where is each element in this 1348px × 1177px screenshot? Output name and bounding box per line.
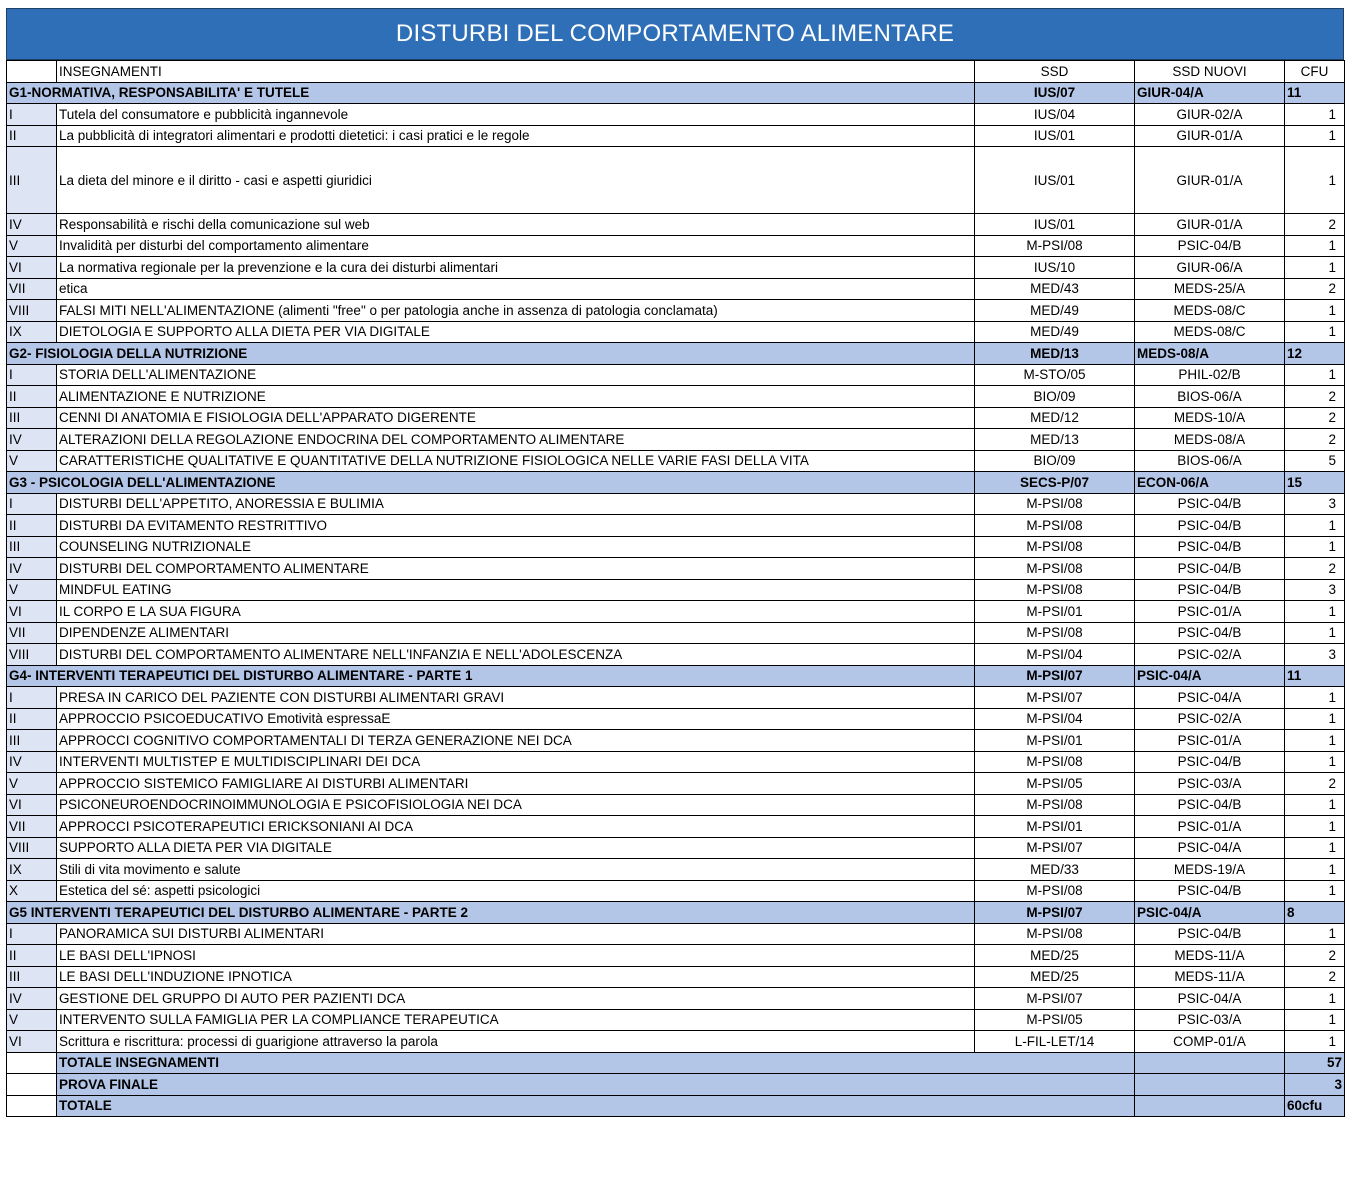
course-row — [7, 407, 1345, 429]
course-name: IL CORPO E LA SUA FIGURA — [57, 601, 975, 623]
course-cfu: 2 — [1285, 773, 1345, 795]
course-number: V — [7, 1009, 57, 1031]
course-row — [7, 923, 1345, 945]
course-ssd-new: PSIC-04/B — [1135, 751, 1285, 773]
course-row — [7, 730, 1345, 752]
course-ssd: MED/49 — [975, 300, 1135, 322]
course-name: SUPPORTO ALLA DIETA PER VIA DIGITALE — [57, 837, 975, 859]
course-ssd-new: PSIC-02/A — [1135, 644, 1285, 666]
course-number: I — [7, 923, 57, 945]
course-name: La normativa regionale per la prevenzione e la cura dei disturbi alimentari — [57, 257, 975, 279]
group-ssd-new: PSIC-04/A — [1135, 902, 1285, 924]
course-ssd: M-PSI/07 — [975, 837, 1135, 859]
group-title: G4- INTERVENTI TERAPEUTICI DEL DISTURBO ALIMENTARE - PARTE 1 — [7, 665, 975, 687]
course-ssd: BIO/09 — [975, 386, 1135, 408]
course-name: CARATTERISTICHE QUALITATIVE E QUANTITATIVE DELLA NUTRIZIONE FISIOLOGICA NELLE VARIE FASI DELLA VITA — [57, 450, 975, 472]
course-ssd-new: PSIC-04/B — [1135, 579, 1285, 601]
group-ssd-new: PSIC-04/A — [1135, 665, 1285, 687]
course-cfu: 2 — [1285, 966, 1345, 988]
header-cfu: CFU — [1285, 61, 1345, 83]
course-row — [7, 794, 1345, 816]
course-ssd-new: PHIL-02/B — [1135, 364, 1285, 386]
course-row — [7, 1031, 1345, 1053]
course-ssd-new: PSIC-01/A — [1135, 730, 1285, 752]
course-name: DISTURBI DA EVITAMENTO RESTRITTIVO — [57, 515, 975, 537]
course-ssd: M-PSI/08 — [975, 493, 1135, 515]
course-number: V — [7, 450, 57, 472]
course-number: IV — [7, 988, 57, 1010]
course-row — [7, 880, 1345, 902]
course-row — [7, 859, 1345, 881]
course-number: VI — [7, 794, 57, 816]
course-number: VIII — [7, 837, 57, 859]
course-ssd: M-STO/05 — [975, 364, 1135, 386]
group-cfu: 11 — [1285, 82, 1345, 104]
course-ssd: BIO/09 — [975, 450, 1135, 472]
course-row — [7, 300, 1345, 322]
course-name: Estetica del sé: aspetti psicologici — [57, 880, 975, 902]
course-ssd-new: COMP-01/A — [1135, 1031, 1285, 1053]
total-row — [7, 1052, 1345, 1074]
total-label: TOTALE INSEGNAMENTI — [57, 1052, 1135, 1074]
course-ssd: M-PSI/08 — [975, 794, 1135, 816]
course-name: STORIA DELL'ALIMENTAZIONE — [57, 364, 975, 386]
course-ssd-new: PSIC-04/B — [1135, 558, 1285, 580]
course-ssd: M-PSI/05 — [975, 1009, 1135, 1031]
course-name: MINDFUL EATING — [57, 579, 975, 601]
course-cfu: 2 — [1285, 214, 1345, 236]
course-row — [7, 773, 1345, 795]
course-name: APPROCCI PSICOTERAPEUTICI ERICKSONIANI AI DCA — [57, 816, 975, 838]
course-cfu: 1 — [1285, 622, 1345, 644]
course-number: VI — [7, 601, 57, 623]
course-ssd: M-PSI/08 — [975, 923, 1135, 945]
course-cfu: 1 — [1285, 988, 1345, 1010]
course-ssd-new: MEDS-08/C — [1135, 321, 1285, 343]
group-ssd: M-PSI/07 — [975, 902, 1135, 924]
course-cfu: 3 — [1285, 644, 1345, 666]
header-insegnamenti: INSEGNAMENTI — [57, 61, 975, 83]
course-cfu: 1 — [1285, 364, 1345, 386]
course-ssd-new: PSIC-02/A — [1135, 708, 1285, 730]
course-row — [7, 751, 1345, 773]
course-row — [7, 622, 1345, 644]
course-cfu: 3 — [1285, 493, 1345, 515]
course-cfu: 1 — [1285, 147, 1345, 214]
curriculum-sheet — [6, 8, 1344, 1117]
course-cfu: 1 — [1285, 601, 1345, 623]
group-cfu: 11 — [1285, 665, 1345, 687]
group-ssd: MED/13 — [975, 343, 1135, 365]
course-cfu: 2 — [1285, 558, 1345, 580]
course-name: PANORAMICA SUI DISTURBI ALIMENTARI — [57, 923, 975, 945]
course-row — [7, 966, 1345, 988]
course-cfu: 1 — [1285, 687, 1345, 709]
course-cfu: 1 — [1285, 816, 1345, 838]
course-cfu: 1 — [1285, 730, 1345, 752]
course-ssd: M-PSI/01 — [975, 730, 1135, 752]
course-cfu: 1 — [1285, 257, 1345, 279]
total-blank-cell — [7, 1095, 57, 1117]
course-cfu: 1 — [1285, 235, 1345, 257]
course-ssd: MED/12 — [975, 407, 1135, 429]
course-number: I — [7, 104, 57, 126]
total-label: PROVA FINALE — [57, 1074, 1135, 1096]
course-ssd: M-PSI/04 — [975, 644, 1135, 666]
course-number: III — [7, 536, 57, 558]
course-ssd-new: MEDS-08/C — [1135, 300, 1285, 322]
course-cfu: 1 — [1285, 1031, 1345, 1053]
course-ssd: M-PSI/08 — [975, 515, 1135, 537]
course-ssd: M-PSI/08 — [975, 235, 1135, 257]
course-number: VIII — [7, 644, 57, 666]
course-row — [7, 104, 1345, 126]
course-number: VI — [7, 257, 57, 279]
total-cfu: 57 — [1285, 1052, 1345, 1074]
course-ssd: M-PSI/08 — [975, 751, 1135, 773]
course-name: DIPENDENZE ALIMENTARI — [57, 622, 975, 644]
course-ssd-new: MEDS-25/A — [1135, 278, 1285, 300]
course-row — [7, 429, 1345, 451]
course-number: I — [7, 687, 57, 709]
course-cfu: 1 — [1285, 125, 1345, 147]
course-ssd: L-FIL-LET/14 — [975, 1031, 1135, 1053]
course-number: II — [7, 386, 57, 408]
course-ssd-new: GIUR-02/A — [1135, 104, 1285, 126]
course-ssd-new: GIUR-01/A — [1135, 214, 1285, 236]
course-ssd: IUS/01 — [975, 147, 1135, 214]
group-row — [7, 665, 1345, 687]
course-row — [7, 1009, 1345, 1031]
course-cfu: 1 — [1285, 536, 1345, 558]
course-name: APPROCCIO SISTEMICO FAMIGLIARE AI DISTURBI ALIMENTARI — [57, 773, 975, 795]
course-ssd-new: PSIC-04/B — [1135, 622, 1285, 644]
course-row — [7, 644, 1345, 666]
course-row — [7, 125, 1345, 147]
course-number: X — [7, 880, 57, 902]
course-name: INTERVENTI MULTISTEP E MULTIDISCIPLINARI DEI DCA — [57, 751, 975, 773]
course-cfu: 2 — [1285, 407, 1345, 429]
course-row — [7, 708, 1345, 730]
course-cfu: 1 — [1285, 751, 1345, 773]
course-name: DISTURBI DELL'APPETITO, ANORESSIA E BULIMIA — [57, 493, 975, 515]
total-cfu: 3 — [1285, 1074, 1345, 1096]
group-ssd-new: MEDS-08/A — [1135, 343, 1285, 365]
course-ssd: M-PSI/07 — [975, 687, 1135, 709]
group-ssd: SECS-P/07 — [975, 472, 1135, 494]
course-number: III — [7, 407, 57, 429]
course-ssd-new: PSIC-04/B — [1135, 235, 1285, 257]
course-cfu: 1 — [1285, 923, 1345, 945]
course-row — [7, 257, 1345, 279]
course-name: ALIMENTAZIONE E NUTRIZIONE — [57, 386, 975, 408]
course-cfu: 2 — [1285, 945, 1345, 967]
course-name: Scrittura e riscrittura: processi di guarigione attraverso la parola — [57, 1031, 975, 1053]
course-ssd: M-PSI/08 — [975, 880, 1135, 902]
course-ssd-new: PSIC-04/B — [1135, 536, 1285, 558]
course-ssd: IUS/01 — [975, 214, 1135, 236]
course-ssd-new: MEDS-08/A — [1135, 429, 1285, 451]
course-number: VII — [7, 278, 57, 300]
course-ssd-new: GIUR-06/A — [1135, 257, 1285, 279]
total-ssd-new-cell — [1135, 1052, 1285, 1074]
course-ssd: M-PSI/08 — [975, 558, 1135, 580]
course-name: Responsabilità e rischi della comunicazione sul web — [57, 214, 975, 236]
group-ssd: M-PSI/07 — [975, 665, 1135, 687]
course-ssd-new: PSIC-04/B — [1135, 515, 1285, 537]
course-ssd: M-PSI/08 — [975, 622, 1135, 644]
course-cfu: 1 — [1285, 837, 1345, 859]
course-row — [7, 816, 1345, 838]
group-row — [7, 472, 1345, 494]
course-name: INTERVENTO SULLA FAMIGLIA PER LA COMPLIANCE TERAPEUTICA — [57, 1009, 975, 1031]
header-ssd-nuovi: SSD NUOVI — [1135, 61, 1285, 83]
group-ssd-new: GIUR-04/A — [1135, 82, 1285, 104]
course-name: Tutela del consumatore e pubblicità ingannevole — [57, 104, 975, 126]
course-name: FALSI MITI NELL'ALIMENTAZIONE (alimenti "free" o per patologia anche in assenza di patologia conclamata) — [57, 300, 975, 322]
course-ssd-new: PSIC-04/A — [1135, 988, 1285, 1010]
course-row — [7, 386, 1345, 408]
course-number: II — [7, 515, 57, 537]
course-cfu: 1 — [1285, 794, 1345, 816]
course-number: VI — [7, 1031, 57, 1053]
course-name: DIETOLOGIA E SUPPORTO ALLA DIETA PER VIA DIGITALE — [57, 321, 975, 343]
course-ssd: M-PSI/01 — [975, 601, 1135, 623]
course-row — [7, 364, 1345, 386]
course-row — [7, 558, 1345, 580]
course-name: La pubblicità di integratori alimentari e prodotti dietetici: i casi pratici e le regole — [57, 125, 975, 147]
header-row — [7, 61, 1345, 83]
course-number: IV — [7, 429, 57, 451]
total-ssd-new-cell — [1135, 1074, 1285, 1096]
group-row — [7, 902, 1345, 924]
total-row — [7, 1095, 1345, 1117]
course-ssd-new: PSIC-04/B — [1135, 880, 1285, 902]
course-row — [7, 945, 1345, 967]
course-row — [7, 147, 1345, 214]
course-row — [7, 278, 1345, 300]
course-ssd-new: MEDS-11/A — [1135, 966, 1285, 988]
course-cfu: 1 — [1285, 880, 1345, 902]
group-row — [7, 82, 1345, 104]
total-label: TOTALE — [57, 1095, 1135, 1117]
course-ssd: M-PSI/08 — [975, 579, 1135, 601]
course-cfu: 1 — [1285, 104, 1345, 126]
course-number: I — [7, 493, 57, 515]
course-ssd: IUS/10 — [975, 257, 1135, 279]
course-name: CENNI DI ANATOMIA E FISIOLOGIA DELL'APPARATO DIGERENTE — [57, 407, 975, 429]
page-title: DISTURBI DEL COMPORTAMENTO ALIMENTARE — [6, 8, 1344, 60]
course-cfu: 5 — [1285, 450, 1345, 472]
course-ssd: MED/43 — [975, 278, 1135, 300]
course-row — [7, 837, 1345, 859]
total-blank-cell — [7, 1052, 57, 1074]
course-ssd: IUS/04 — [975, 104, 1135, 126]
course-ssd-new: PSIC-04/B — [1135, 923, 1285, 945]
course-row — [7, 235, 1345, 257]
course-row — [7, 450, 1345, 472]
course-row — [7, 988, 1345, 1010]
course-name: APPROCCIO PSICOEDUCATIVO Emotività espressaE — [57, 708, 975, 730]
course-number: VIII — [7, 300, 57, 322]
group-ssd: IUS/07 — [975, 82, 1135, 104]
course-cfu: 1 — [1285, 708, 1345, 730]
course-name: ALTERAZIONI DELLA REGOLAZIONE ENDOCRINA DEL COMPORTAMENTO ALIMENTARE — [57, 429, 975, 451]
course-ssd: M-PSI/04 — [975, 708, 1135, 730]
course-row — [7, 601, 1345, 623]
course-ssd-new: PSIC-04/B — [1135, 493, 1285, 515]
course-ssd: MED/33 — [975, 859, 1135, 881]
course-number: V — [7, 579, 57, 601]
course-ssd: M-PSI/01 — [975, 816, 1135, 838]
course-number: V — [7, 773, 57, 795]
course-ssd-new: PSIC-01/A — [1135, 601, 1285, 623]
course-name: GESTIONE DEL GRUPPO DI AUTO PER PAZIENTI DCA — [57, 988, 975, 1010]
course-ssd-new: PSIC-03/A — [1135, 1009, 1285, 1031]
total-cfu: 60cfu — [1285, 1095, 1345, 1117]
course-ssd-new: BIOS-06/A — [1135, 450, 1285, 472]
course-ssd-new: BIOS-06/A — [1135, 386, 1285, 408]
course-cfu: 1 — [1285, 515, 1345, 537]
course-ssd: MED/13 — [975, 429, 1135, 451]
course-ssd-new: PSIC-04/A — [1135, 687, 1285, 709]
course-name: COUNSELING NUTRIZIONALE — [57, 536, 975, 558]
course-ssd-new: GIUR-01/A — [1135, 147, 1285, 214]
course-name: Stili di vita movimento e salute — [57, 859, 975, 881]
course-cfu: 2 — [1285, 278, 1345, 300]
course-ssd: M-PSI/08 — [975, 536, 1135, 558]
group-title: G5 INTERVENTI TERAPEUTICI DEL DISTURBO ALIMENTARE - PARTE 2 — [7, 902, 975, 924]
course-number: III — [7, 966, 57, 988]
group-title: G2- FISIOLOGIA DELLA NUTRIZIONE — [7, 343, 975, 365]
course-ssd-new: GIUR-01/A — [1135, 125, 1285, 147]
course-cfu: 2 — [1285, 429, 1345, 451]
course-ssd-new: PSIC-04/B — [1135, 794, 1285, 816]
course-row — [7, 536, 1345, 558]
course-cfu: 1 — [1285, 859, 1345, 881]
course-row — [7, 214, 1345, 236]
course-number: IV — [7, 558, 57, 580]
course-name: DISTURBI DEL COMPORTAMENTO ALIMENTARE — [57, 558, 975, 580]
course-ssd: IUS/01 — [975, 125, 1135, 147]
course-ssd-new: PSIC-01/A — [1135, 816, 1285, 838]
course-ssd: M-PSI/05 — [975, 773, 1135, 795]
group-title: G3 - PSICOLOGIA DELL'ALIMENTAZIONE — [7, 472, 975, 494]
total-ssd-new-cell — [1135, 1095, 1285, 1117]
course-row — [7, 515, 1345, 537]
course-ssd-new: MEDS-10/A — [1135, 407, 1285, 429]
group-title: G1-NORMATIVA, RESPONSABILITA' E TUTELE — [7, 82, 975, 104]
course-ssd-new: PSIC-04/A — [1135, 837, 1285, 859]
course-ssd: MED/25 — [975, 945, 1135, 967]
course-ssd: M-PSI/07 — [975, 988, 1135, 1010]
header-blank-cell — [7, 61, 57, 83]
course-ssd: MED/25 — [975, 966, 1135, 988]
group-row — [7, 343, 1345, 365]
course-cfu: 1 — [1285, 1009, 1345, 1031]
course-number: I — [7, 364, 57, 386]
course-name: PSICONEUROENDOCRINOIMMUNOLOGIA E PSICOFISIOLOGIA NEI DCA — [57, 794, 975, 816]
course-row — [7, 493, 1345, 515]
course-number: III — [7, 147, 57, 214]
course-cfu: 1 — [1285, 321, 1345, 343]
course-name: APPROCCI COGNITIVO COMPORTAMENTALI DI TERZA GENERAZIONE NEI DCA — [57, 730, 975, 752]
course-number: II — [7, 125, 57, 147]
course-number: VII — [7, 816, 57, 838]
total-row — [7, 1074, 1345, 1096]
course-name: La dieta del minore e il diritto - casi e aspetti giuridici — [57, 147, 975, 214]
course-name: etica — [57, 278, 975, 300]
course-cfu: 3 — [1285, 579, 1345, 601]
course-row — [7, 579, 1345, 601]
course-number: II — [7, 945, 57, 967]
course-ssd: MED/49 — [975, 321, 1135, 343]
group-cfu: 8 — [1285, 902, 1345, 924]
course-row — [7, 687, 1345, 709]
group-cfu: 15 — [1285, 472, 1345, 494]
group-ssd-new: ECON-06/A — [1135, 472, 1285, 494]
course-ssd-new: PSIC-03/A — [1135, 773, 1285, 795]
course-name: Invalidità per disturbi del comportamento alimentare — [57, 235, 975, 257]
course-number: V — [7, 235, 57, 257]
course-name: DISTURBI DEL COMPORTAMENTO ALIMENTARE NELL'INFANZIA E NELL'ADOLESCENZA — [57, 644, 975, 666]
course-number: II — [7, 708, 57, 730]
courses-table — [6, 60, 1345, 1117]
course-ssd-new: MEDS-11/A — [1135, 945, 1285, 967]
header-ssd: SSD — [975, 61, 1135, 83]
course-number: IX — [7, 321, 57, 343]
course-number: IV — [7, 751, 57, 773]
course-ssd-new: MEDS-19/A — [1135, 859, 1285, 881]
course-number: III — [7, 730, 57, 752]
course-name: PRESA IN CARICO DEL PAZIENTE CON DISTURBI ALIMENTARI GRAVI — [57, 687, 975, 709]
course-cfu: 2 — [1285, 386, 1345, 408]
course-name: LE BASI DELL'IPNOSI — [57, 945, 975, 967]
course-cfu: 1 — [1285, 300, 1345, 322]
course-name: LE BASI DELL'INDUZIONE IPNOTICA — [57, 966, 975, 988]
group-cfu: 12 — [1285, 343, 1345, 365]
course-number: IV — [7, 214, 57, 236]
course-row — [7, 321, 1345, 343]
total-blank-cell — [7, 1074, 57, 1096]
course-number: IX — [7, 859, 57, 881]
course-number: VII — [7, 622, 57, 644]
